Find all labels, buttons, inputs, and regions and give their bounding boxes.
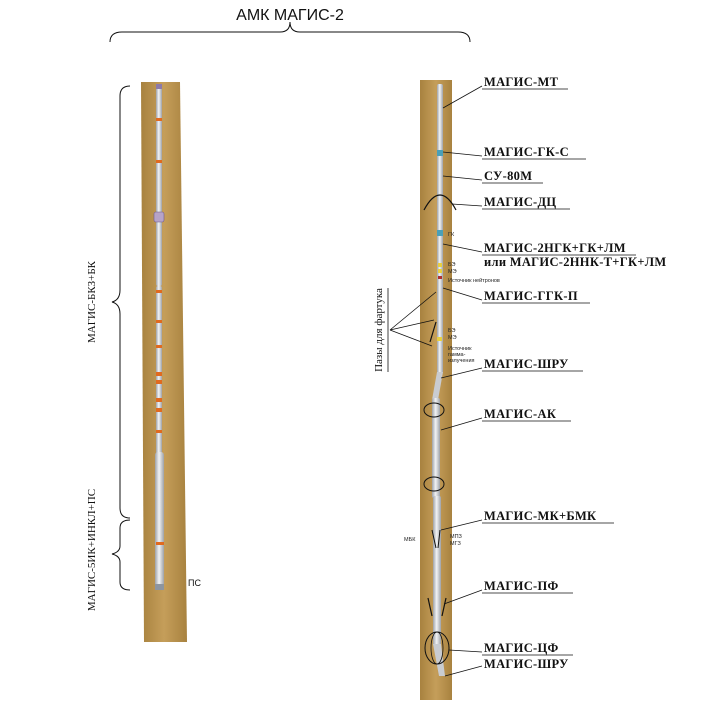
right-tool-lower (433, 496, 441, 646)
left-tool-tail (155, 584, 164, 590)
left-tool-upper (156, 86, 162, 286)
group-label-lower: МАГИС-5ИК+ИНКЛ+ПС (86, 488, 98, 612)
right-tool-acoustic (432, 398, 440, 498)
brace-upper (112, 86, 130, 518)
small-label-me: МЭ (448, 269, 457, 275)
small-label-mbk: МБК (404, 537, 416, 543)
small-label-mgz: МГЗ (450, 541, 461, 547)
module-label-shru: МАГИС-ШРУ (484, 357, 569, 371)
module-label-dc: МАГИС-ДЦ (484, 195, 557, 209)
gk-s-marker (437, 150, 443, 156)
small-label-neutron-src: Источник нейтронов (448, 278, 500, 284)
module-label-ak: МАГИС-АК (484, 407, 557, 421)
me-marker (438, 269, 442, 273)
be2-marker (437, 337, 442, 341)
small-label-gamma-2: гамма- (448, 352, 466, 358)
left-tool-head (156, 84, 162, 89)
diagram-title: АМК МАГИС-2 (236, 7, 344, 24)
module-label-2nnk: или МАГИС-2ННК-Т+ГК+ЛМ (484, 255, 667, 269)
small-label-gamma-3: излучения (448, 358, 475, 364)
small-label-me2: МЭ (448, 335, 457, 341)
left-centralizer (154, 212, 164, 222)
module-label-pf: МАГИС-ПФ (484, 579, 559, 593)
module-label-ggk-p: МАГИС-ГГК-П (484, 289, 578, 303)
right-tool-upper (437, 84, 443, 374)
module-label-mk-bmk: МАГИС-МК+БМК (484, 509, 597, 523)
small-label-mpz: МПЗ (450, 534, 462, 540)
left-tool-lower (155, 452, 164, 590)
be-marker (438, 263, 442, 267)
group-label-upper: МАГИС-БКЗ+БК (86, 260, 98, 344)
gk-marker (437, 230, 443, 236)
side-note: Пазы для фартука (373, 288, 385, 372)
small-label-gk: ГК (448, 232, 455, 238)
neutron-source-marker (438, 276, 442, 279)
ps-label: ПС (188, 578, 201, 588)
module-label-cf: МАГИС-ЦФ (484, 641, 559, 655)
small-label-be2: БЭ (448, 328, 456, 334)
module-label-2ngk: МАГИС-2НГК+ГК+ЛМ (484, 241, 626, 255)
brace-lower (112, 520, 130, 590)
top-brace (110, 22, 470, 42)
module-label-shru-bottom: МАГИС-ШРУ (484, 657, 569, 671)
module-label-mt: МАГИС-МТ (484, 75, 559, 89)
small-label-gamma-1: Источник (448, 346, 472, 352)
small-label-be: БЭ (448, 262, 456, 268)
module-label-gk-s: МАГИС-ГК-С (484, 145, 569, 159)
module-label-su-80m: СУ-80М (484, 169, 533, 183)
